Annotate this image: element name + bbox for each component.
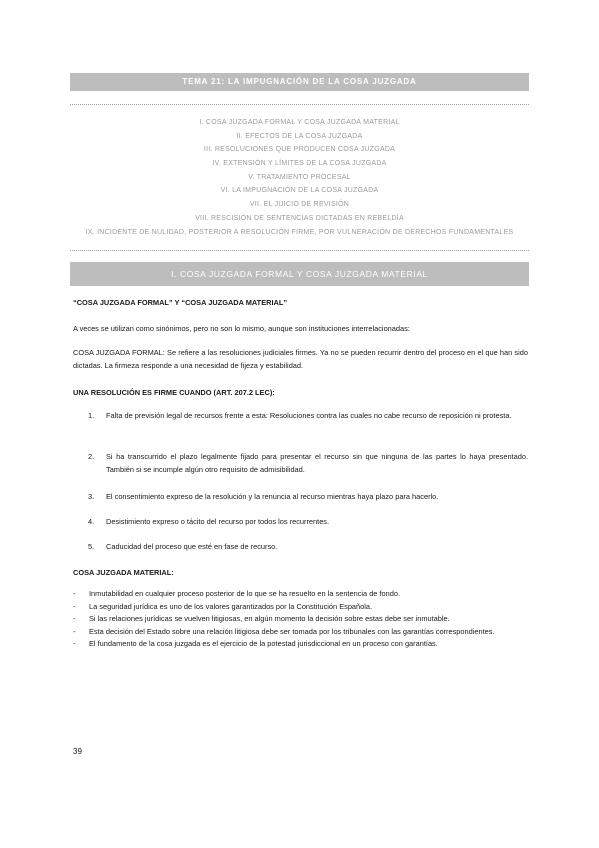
list-item xyxy=(73,588,528,601)
section-title: I. COSA JUZGADA FORMAL Y COSA JUZGADA MATERIAL xyxy=(171,269,428,279)
material-heading: COSA JUZGADA MATERIAL: xyxy=(73,568,174,577)
list-number: 3. xyxy=(88,492,95,501)
list-dash: - xyxy=(73,626,76,636)
list-item-text: Desistimiento expreso o tácito del recurso por todos los recurrentes. xyxy=(106,517,330,526)
page-number: 39 xyxy=(73,747,82,756)
list-item-text: Inmutabilidad en cualquier proceso posterior de lo que se ha resuelto en la sentencia de fondo. xyxy=(89,589,401,598)
list-item xyxy=(73,450,528,476)
toc-item: IV. EXTENSIÓN Y LÍMITES DE LA COSA JUZGADA xyxy=(212,160,387,168)
toc-item: IX. INCIDENTE DE NULIDAD, POSTERIOR A RESOLUCIÓN FIRME, POR VULNERACIÓN DE DERECHOS FUNDAMENTALES xyxy=(85,228,514,236)
toc-item: V. TRATAMIENTO PROCESAL xyxy=(248,173,351,181)
list-number: 4. xyxy=(88,517,95,526)
list-item-text: Falta de previsión legal de recursos frente a esta: Resoluciones contra las cuales no cabe recurso de reposición ni protesta. xyxy=(106,411,512,420)
list-item-text: Esta decisión del Estado sobre una relación litigiosa debe ser tomada por los tribunales con las garantías correspondientes. xyxy=(89,626,495,636)
formal-definition-paragraph: COSA JUZGADA FORMAL: Se refiere a las resoluciones judiciales firmes. Ya no se pueden recurrir dentro del proceso en el que han sido dictadas. La firmeza responde a una necesidad de fijeza y estabilidad. xyxy=(73,348,528,370)
list-dash: - xyxy=(73,614,76,623)
material-characteristics-list xyxy=(73,588,528,651)
dotted-divider xyxy=(70,250,529,251)
toc-item: VI. LA IMPUGNACIÓN DE LA COSA JUZGADA xyxy=(220,187,379,195)
list-dash: - xyxy=(73,589,76,598)
chapter-title: TEMA 21: LA IMPUGNACIÓN DE LA COSA JUZGADA xyxy=(182,77,417,86)
list-item-text: Si ha transcurrido el plazo legalmente fijado para presentar el recurso sin que ninguna de las partes lo haya presentado. También si se incumple algún otro requisito de admisibilidad. xyxy=(106,452,528,474)
section-subtitle: “COSA JUZGADA FORMAL” Y “COSA JUZGADA MATERIAL” xyxy=(73,298,288,307)
toc-item: II. EFECTOS DE LA COSA JUZGADA xyxy=(236,132,363,140)
list-item xyxy=(73,638,528,651)
list-item-text: El fundamento de la cosa juzgada es el ejercicio de la potestad jurisdiccional en un proceso con garantías. xyxy=(89,639,438,648)
list-item xyxy=(73,409,528,422)
intro-paragraph: A veces se utilizan como sinónimos, pero no son lo mismo, aunque son instituciones interrelacionadas: xyxy=(73,324,410,333)
list-item xyxy=(73,601,528,614)
toc-item: III. RESOLUCIONES QUE PRODUCEN COSA JUZGADA xyxy=(203,146,396,154)
list-item-text: Si las relaciones jurídicas se vuelven litigiosas, en algún momento la decisión sobre estas debe ser inmutable. xyxy=(89,614,450,623)
list-item xyxy=(73,490,528,503)
chapter-title-banner xyxy=(70,73,529,91)
toc-item: I. COSA JUZGADA FORMAL Y COSA JUZGADA MATERIAL xyxy=(199,119,400,126)
list-item xyxy=(73,515,528,528)
table-of-contents xyxy=(70,116,529,239)
list-item xyxy=(73,540,528,553)
list-dash: - xyxy=(73,639,76,648)
toc-item: VII. EL JUICIO DE REVISIÓN xyxy=(249,201,350,209)
firme-heading: UNA RESOLUCIÓN ES FIRME CUANDO (ART. 207.2 LEC): xyxy=(73,388,275,397)
list-number: 2. xyxy=(88,452,95,461)
list-item-text: Caducidad del proceso que esté en fase de recurso. xyxy=(106,542,278,551)
list-item xyxy=(73,613,528,626)
toc-item: VIII. RESCISIÓN DE SENTENCIAS DICTADAS EN REBELDÍA xyxy=(195,214,404,222)
list-item-text: La seguridad jurídica es uno de los valores garantizados por la Constitución Española. xyxy=(89,601,373,611)
list-item-text: El consentimiento expreso de la resolución y la renuncia al recurso mientras haya plazo para hacerlo. xyxy=(106,492,439,501)
list-number: 5. xyxy=(88,542,95,551)
list-item xyxy=(73,626,528,639)
dotted-divider xyxy=(70,104,529,105)
list-dash: - xyxy=(73,601,76,611)
list-number: 1. xyxy=(88,411,95,420)
section-title-banner xyxy=(70,262,529,286)
